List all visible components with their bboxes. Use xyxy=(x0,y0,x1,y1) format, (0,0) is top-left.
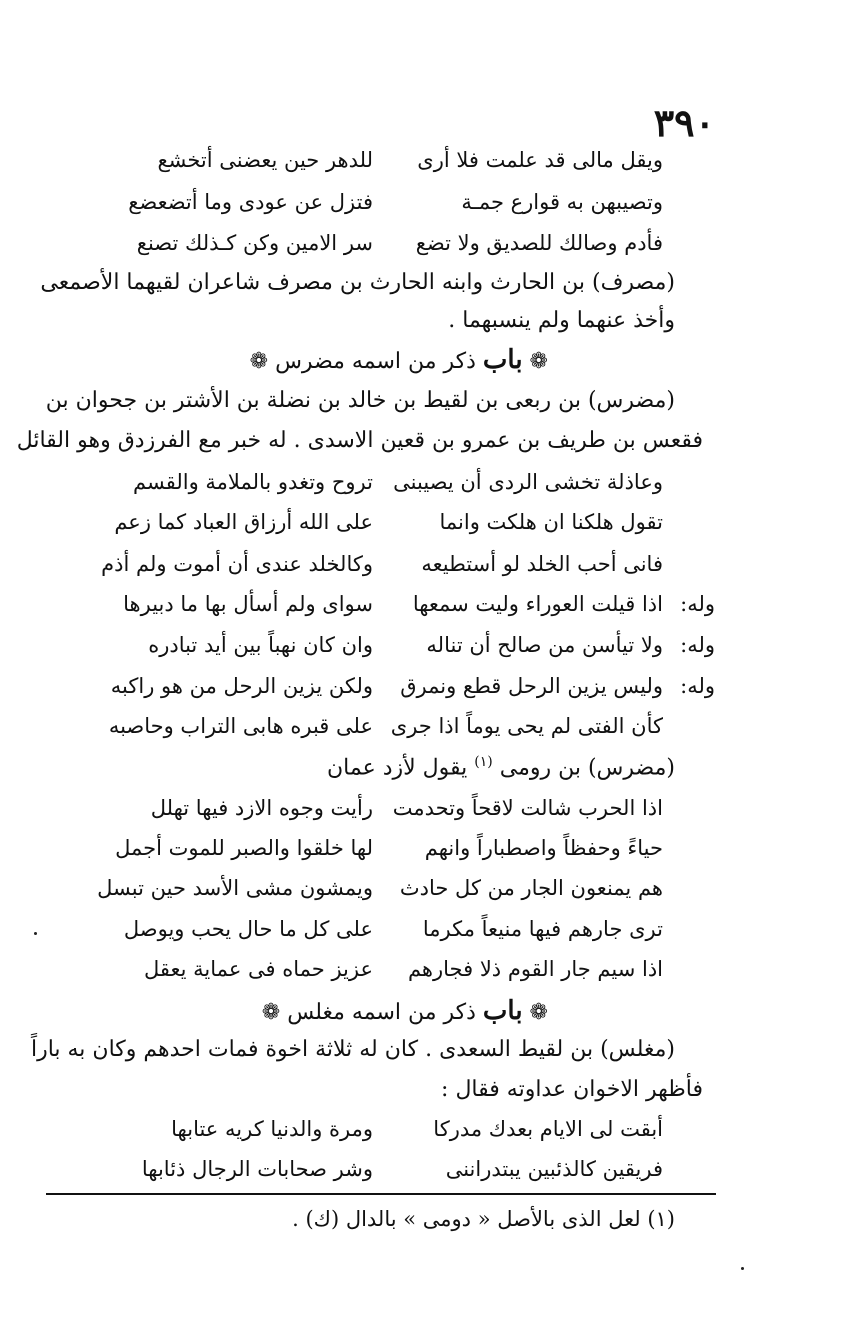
verse-second-hemistich: ومرة والدنيا كريه عتابها xyxy=(171,1117,373,1141)
heading-title: ذكر من اسمه مضرس xyxy=(275,349,476,374)
verse-first-hemistich: ولا تيأسن من صالح أن تناله xyxy=(426,633,663,657)
verse-first-hemistich: وتصيبهن به قوارع جمـة xyxy=(461,190,663,214)
verse-first-hemistich: فريقين كالذئبين يبتدراننى xyxy=(445,1157,663,1181)
page-number: ٣٩٠ xyxy=(653,100,715,145)
verse-second-hemistich: للدهر حين يعضنى أتخشع xyxy=(157,148,373,172)
prose-line: فأظهر الاخوان عداوته فقال : xyxy=(441,1077,703,1102)
scan-speck xyxy=(741,1267,744,1270)
verse-first-hemistich: اذا قيلت العوراء وليت سمعها xyxy=(412,592,663,616)
ornament-icon: ❁ xyxy=(522,349,548,374)
prose-line: (مضرس) بن ربعى بن لقيط بن خالد بن نضلة بن الأشتر بن جحوان بن xyxy=(45,388,675,413)
ornament-icon: ❁ xyxy=(522,1000,548,1025)
prose-text: يقول لأزد عمان xyxy=(327,755,468,781)
verse-prefix: وله: xyxy=(680,592,715,616)
verse-first-hemistich: حياءً وحفظاً واصطباراً وانهم xyxy=(424,836,663,860)
verse-second-hemistich: ولكن يزين الرحل من هو راكبه xyxy=(110,674,373,698)
verse-second-hemistich: عزيز حماه فى عماية يعقل xyxy=(144,957,373,981)
verse-first-hemistich: ويقل مالى قد علمت فلا أرى xyxy=(417,148,663,172)
footnote-marker: (١) xyxy=(474,754,493,770)
ornament-icon: ❁ xyxy=(261,1000,288,1025)
verse-second-hemistich: سر الامين وكن كـذلك تصنع xyxy=(136,231,373,255)
prose-line xyxy=(327,754,675,780)
verse-second-hemistich: تروح وتغدو بالملامة والقسم xyxy=(133,470,373,494)
verse-first-hemistich: اذا الحرب شالت لاقحاً وتحدمت xyxy=(392,796,663,820)
verse-first-hemistich: كأن الفتى لم يحى يوماً اذا جرى xyxy=(390,714,663,738)
footnote: (١) لعل الذى بالأصل « دومى » بالدال (ك) . xyxy=(292,1207,675,1231)
footnote-divider xyxy=(46,1193,716,1195)
verse-first-hemistich: فانى أحب الخلد لو أستطيعه xyxy=(421,552,663,576)
verse-second-hemistich: على قبره هابى التراب وحاصبه xyxy=(108,714,373,738)
prose-line: (مغلس) بن لقيط السعدى . كان له ثلاثة اخوة فمات احدهم وكان به باراً xyxy=(30,1037,675,1062)
verse-second-hemistich: ويمشون مشى الأسد حين تبسل xyxy=(97,876,373,900)
prose-text: (مضرس) بن رومى xyxy=(499,755,675,781)
heading-bab: باب xyxy=(482,345,523,375)
verse-second-hemistich: سواى ولم أسأل بها ما دبيرها xyxy=(123,592,373,616)
verse-second-hemistich: رأيت وجوه الازد فيها تهلل xyxy=(150,796,373,820)
verse-first-hemistich: ترى جارهم فيها منيعاً مكرما xyxy=(422,917,663,941)
verse-first-hemistich: وعاذلة تخشى الردى أن يصيبنى xyxy=(393,470,663,494)
verse-first-hemistich: تقول هلكنا ان هلكت وانما xyxy=(439,510,663,534)
verse-second-hemistich: وكالخلد عندى أن أموت ولم أذم xyxy=(101,552,373,576)
ornament-icon: ❁ xyxy=(249,349,276,374)
verse-prefix: وله: xyxy=(680,633,715,657)
verse-second-hemistich: فتزل عن عودى وما أتضعضع xyxy=(128,190,373,214)
heading-bab: باب xyxy=(482,996,523,1026)
verse-first-hemistich: وليس يزين الرحل قطع ونمرق xyxy=(400,674,663,698)
verse-second-hemistich: على كل ما حال يحب ويوصل xyxy=(123,917,373,941)
verse-first-hemistich: اذا سيم جار القوم ذلا فجارهم xyxy=(407,957,663,981)
prose-line: فقعس بن طريف بن عمرو بن قعين الاسدى . له خبر مع الفرزدق وهو القائل xyxy=(16,428,703,453)
prose-line: (مصرف) بن الحارث وابنه الحارث بن مصرف شاعران لقيهما الأصمعى xyxy=(40,270,675,295)
section-heading xyxy=(250,345,548,375)
verse-second-hemistich: لها خلقوا والصبر للموت أجمل xyxy=(115,836,373,860)
verse-first-hemistich: فأدم وصالك للصديق ولا تضع xyxy=(415,231,663,255)
prose-line: وأخذ عنهما ولم ينسبهما . xyxy=(448,308,675,333)
verse-second-hemistich: وان كان نهباً بين أيد تبادره xyxy=(148,633,373,657)
scan-speck xyxy=(34,932,37,935)
section-heading xyxy=(262,996,548,1026)
verse-second-hemistich: وشر صحابات الرجال ذئابها xyxy=(141,1157,373,1181)
verse-first-hemistich: هم يمنعون الجار من كل حادث xyxy=(399,876,663,900)
heading-title: ذكر من اسمه مغلس xyxy=(287,1000,476,1025)
verse-second-hemistich: على الله أرزاق العباد كما زعم xyxy=(114,510,373,534)
verse-first-hemistich: أبقت لى الايام بعدك مدركا xyxy=(433,1117,663,1141)
verse-prefix: وله: xyxy=(680,674,715,698)
